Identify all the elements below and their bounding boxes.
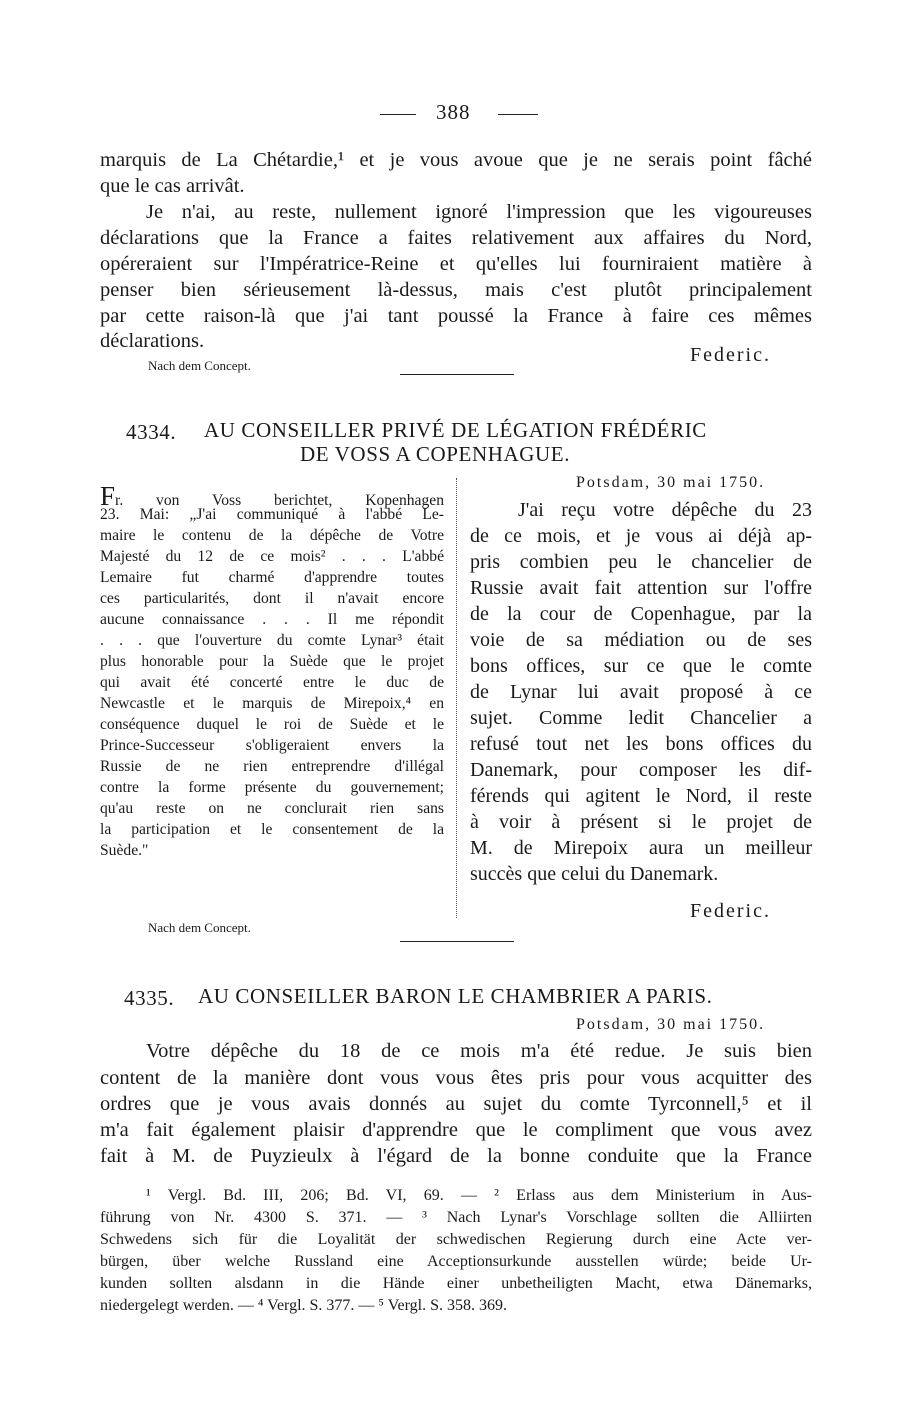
summary-line-9: plus honorable pour la Suède que le projet: [100, 653, 444, 670]
intro-signature: Federic.: [690, 344, 771, 366]
intro-line-7: par cette raison-là que j'ai tant poussé la France à faire ces mêmes: [100, 305, 812, 327]
letter-4335-number: 4335.: [124, 986, 175, 1010]
intro-line-2: que le cas arrivât.: [100, 175, 245, 197]
letter-4334-body-line-15: succès que celui du Danemark.: [470, 863, 719, 885]
header-rule-right: [498, 114, 538, 115]
letter-4335-body-line-4: m'a fait également plaisir d'apprendre que le compliment que vous avez: [100, 1119, 812, 1141]
footnote-line-6: niedergelegt werden. — ⁴ Vergl. S. 377. — ⁵ Vergl. S. 358. 369.: [100, 1297, 507, 1314]
summary-line-16: qu'au reste on ne conclurait rien sans: [100, 800, 444, 817]
intro-line-5: opéreraient sur l'Impératrice-Reine et qu'elles lui fourniraient matière à: [100, 253, 812, 275]
letter-4334-title-line2: DE VOSS A COPENHAGUE.: [300, 442, 571, 466]
letter-4334-body-line-6: voie de sa médiation ou de ses: [470, 629, 812, 651]
letter-4335-body-line-5: fait à M. de Puyzieulx à l'égard de la bonne conduite que la France: [100, 1145, 812, 1167]
summary-line-13: Prince-Successeur s'obligeraient envers la: [100, 737, 444, 754]
summary-line-4: Majesté du 12 de ce mois² . . . L'abbé: [100, 548, 444, 565]
header-rule-left: [380, 114, 416, 115]
footnote-line-4: bürgen, über welche Russland eine Acceptionsurkunde ausstellen würde; beide Ur-: [100, 1253, 812, 1270]
summary-line-10: qui avait été concerté entre le duc de: [100, 674, 444, 691]
summary-first-text: r. von Voss berichtet, Kopenhagen: [115, 492, 444, 509]
summary-line-17: la participation et le consentement de la: [100, 821, 444, 838]
intro-line-8: déclarations.: [100, 330, 205, 352]
footnote-line-3: Schwedens sich für die Loyalität der schwedischen Regierung durch eine Acte ver-: [100, 1231, 812, 1248]
summary-line-7: aucune connaissance . . . Il me répondit: [100, 611, 444, 628]
summary-line-12: conséquence duquel le roi de Suède et le: [100, 716, 444, 733]
letter-4334-body-line-4: Russie avait fait attention sur l'offre: [470, 577, 812, 599]
letter-4334-number: 4334.: [126, 420, 177, 444]
letter-4334-body-line-1: J'ai reçu votre dépêche du 23: [518, 499, 812, 521]
letter-4334-body-line-8: de Lynar lui avait proposé à ce: [470, 681, 812, 703]
letter-4335-body-line-3: ordres que je vous avais donnés au sujet du comte Tyrconnell,⁵ et il: [100, 1093, 812, 1115]
letter-4334-body-line-12: férends qui agitent le Nord, il reste: [470, 785, 812, 807]
letter-4334-body-line-13: à voir à présent si le projet de: [470, 811, 812, 833]
intro-line-4: déclarations que la France a faites relativement aux affaires du Nord,: [100, 227, 812, 249]
letter-4334-body-line-3: pris combien peu le chancelier de: [470, 551, 812, 573]
letter-4335-dateline: Potsdam, 30 mai 1750.: [576, 1016, 766, 1033]
letter-4334-body-line-2: de ce mois, et je vous ai déjà ap-: [470, 525, 812, 547]
summary-line-3: maire le contenu de la dépêche de Votre: [100, 527, 444, 544]
footnote-line-2: führung von Nr. 4300 S. 371. — ³ Nach Lynar's Vorschlage sollten die Alliirten: [100, 1209, 812, 1226]
letter-4334-signature: Federic.: [690, 900, 771, 922]
footnote-line-1: ¹ Vergl. Bd. III, 206; Bd. VI, 69. — ² Erlass aus dem Ministerium in Aus-: [146, 1187, 812, 1204]
summary-line-11: Newcastle et le marquis de Mirepoix,⁴ en: [100, 695, 444, 712]
intro-line-3: Je n'ai, au reste, nullement ignoré l'impression que les vigoureuses: [146, 201, 812, 223]
section-divider-1: [400, 374, 514, 375]
intro-line-6: penser bien sérieusement là-dessus, mais c'est plutôt principalement: [100, 279, 812, 301]
summary-line-2: 23. Mai: „J'ai communiqué à l'abbé Le-: [100, 506, 444, 523]
letter-4334-source-note: Nach dem Concept.: [148, 920, 251, 935]
letter-4334-body-line-11: Danemark, pour composer les dif-: [470, 759, 812, 781]
letter-4334-body-line-5: de la cour de Copenhague, par la: [470, 603, 812, 625]
letter-4335-body-line-1: Votre dépêche du 18 de ce mois m'a été redue. Je suis bien: [146, 1040, 812, 1062]
section-divider-2: [400, 941, 514, 942]
intro-source-note: Nach dem Concept.: [148, 358, 251, 373]
letter-4334-title-line1: AU CONSEILLER PRIVÉ DE LÉGATION FRÉDÉRIC: [204, 418, 707, 442]
letter-4334-body-line-9: sujet. Comme ledit Chancelier a: [470, 707, 812, 729]
summary-line-14: Russie de ne rien entreprendre d'illégal: [100, 758, 444, 775]
column-divider: [456, 478, 457, 918]
letter-4335-title: AU CONSEILLER BARON LE CHAMBRIER A PARIS.: [198, 984, 713, 1008]
summary-line-6: ces particularités, dont il n'avait encore: [100, 590, 444, 607]
summary-dropcap: F: [100, 481, 116, 511]
summary-line-15: contre la forme présente du gouvernement;: [100, 779, 444, 796]
letter-4334-body-line-14: M. de Mirepoix aura un meilleur: [470, 837, 812, 859]
summary-line-8: . . . que l'ouverture du comte Lynar³ était: [100, 632, 444, 649]
intro-line-1: marquis de La Chétardie,¹ et je vous avoue que je ne serais point fâché: [100, 149, 812, 171]
letter-4334-dateline: Potsdam, 30 mai 1750.: [576, 474, 766, 491]
page-number: 388: [436, 100, 471, 124]
letter-4334-body-line-10: refusé tout net les bons offices du: [470, 733, 812, 755]
summary-line-5: Lemaire fut charmé d'apprendre toutes: [100, 569, 444, 586]
summary-line-18: Suède.": [100, 842, 149, 859]
letter-4334-body-line-7: bons offices, sur ce que le comte: [470, 655, 812, 677]
footnote-line-5: kunden sollten alsdann in die Hände einer unbetheiligten Macht, etwa Dänemarks,: [100, 1275, 812, 1292]
letter-4335-body-line-2: content de la manière dont vous vous êtes pris pour vous acquitter des: [100, 1067, 812, 1089]
